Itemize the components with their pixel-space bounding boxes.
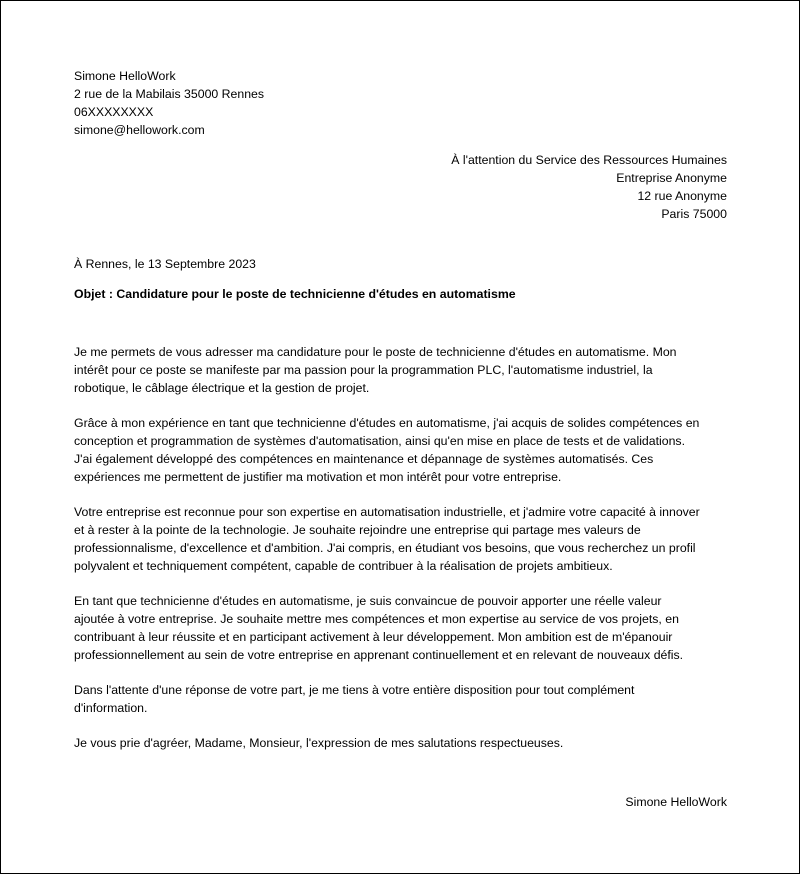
paragraph-availability (74, 681, 734, 717)
body-line: polyvalent et techniquement compétent, capable de contribuer à la réalisation de projets ambitieux. (74, 559, 613, 573)
body-line: expériences me permettent de justifier ma motivation et mon intérêt pour votre entreprise. (74, 470, 562, 484)
body-line: En tant que technicienne d'études en automatisme, je suis convaincue de pouvoir apporter une réelle valeur (74, 594, 662, 608)
paragraph-company (74, 503, 734, 575)
body-line: intérêt pour ce poste se manifeste par ma passion pour la programmation PLC, l'automatisme industriel, la (74, 363, 653, 377)
body-line: d'information. (74, 701, 148, 715)
recipient-company: Entreprise Anonyme (616, 171, 727, 185)
body-line: Grâce à mon expérience en tant que technicienne d'études en automatisme, j'ai acquis de solides compétences en (74, 416, 700, 430)
paragraph-experience (74, 414, 734, 486)
date-line: À Rennes, le 13 Septembre 2023 (74, 257, 256, 271)
body-line: robotique, le câblage électrique et la gestion de projet. (74, 381, 370, 395)
recipient-city: Paris 75000 (661, 207, 727, 221)
sender-address: 2 rue de la Mabilais 35000 Rennes (74, 87, 265, 101)
paragraph-intro (74, 343, 734, 397)
body-line: Votre entreprise est reconnue pour son expertise en automatisation industrielle, et j'admire votre capacité à innover (74, 505, 700, 519)
body-line: contribuant à leur réussite et en participant activement à leur développement. Mon ambition est de m'épanouir (74, 630, 673, 644)
body-line: conception et programmation de systèmes d'automatisation, ainsi qu'en mise en place de tests et de validations. (74, 434, 686, 448)
sender-block (74, 67, 264, 139)
body-line: J'ai également développé des compétences en maintenance et dépannage de systèmes automatisés. Ces (74, 452, 654, 466)
body-line: Je vous prie d'agréer, Madame, Monsieur, l'expression de mes salutations respectueuses. (74, 736, 564, 750)
body-line: ajoutée à votre entreprise. Je souhaite mettre mes compétences et mon expertise au service de vos projets, en (74, 612, 679, 626)
body-line: professionnellement au sein de votre entreprise en apprenant continuellement et en relevant de nouveaux défis. (74, 648, 684, 662)
body-line: et à rester à la pointe de la technologie. Je souhaite rejoindre une entreprise qui partage mes valeurs de (74, 523, 641, 537)
recipient-block (451, 151, 727, 223)
letter-body (74, 343, 734, 769)
sender-phone: 06XXXXXXXX (74, 105, 154, 119)
recipient-street: 12 rue Anonyme (637, 189, 727, 203)
paragraph-closing (74, 734, 734, 752)
body-line: professionnalisme, d'excellence et d'ambition. J'ai compris, en étudiant vos besoins, que vous recherchez un profil (74, 541, 696, 555)
body-line: Je me permets de vous adresser ma candidature pour le poste de technicienne d'études en automatisme. Mon (74, 345, 677, 359)
body-line: Dans l'attente d'une réponse de votre part, je me tiens à votre entière disposition pour tout complément (74, 683, 635, 697)
subject-line: Objet : Candidature pour le poste de technicienne d'études en automatisme (74, 287, 516, 301)
recipient-attention: À l'attention du Service des Ressources Humaines (451, 153, 727, 167)
paragraph-value (74, 592, 734, 664)
signature: Simone HelloWork (625, 795, 727, 809)
sender-name: Simone HelloWork (74, 69, 176, 83)
sender-email: simone@hellowork.com (74, 123, 205, 137)
